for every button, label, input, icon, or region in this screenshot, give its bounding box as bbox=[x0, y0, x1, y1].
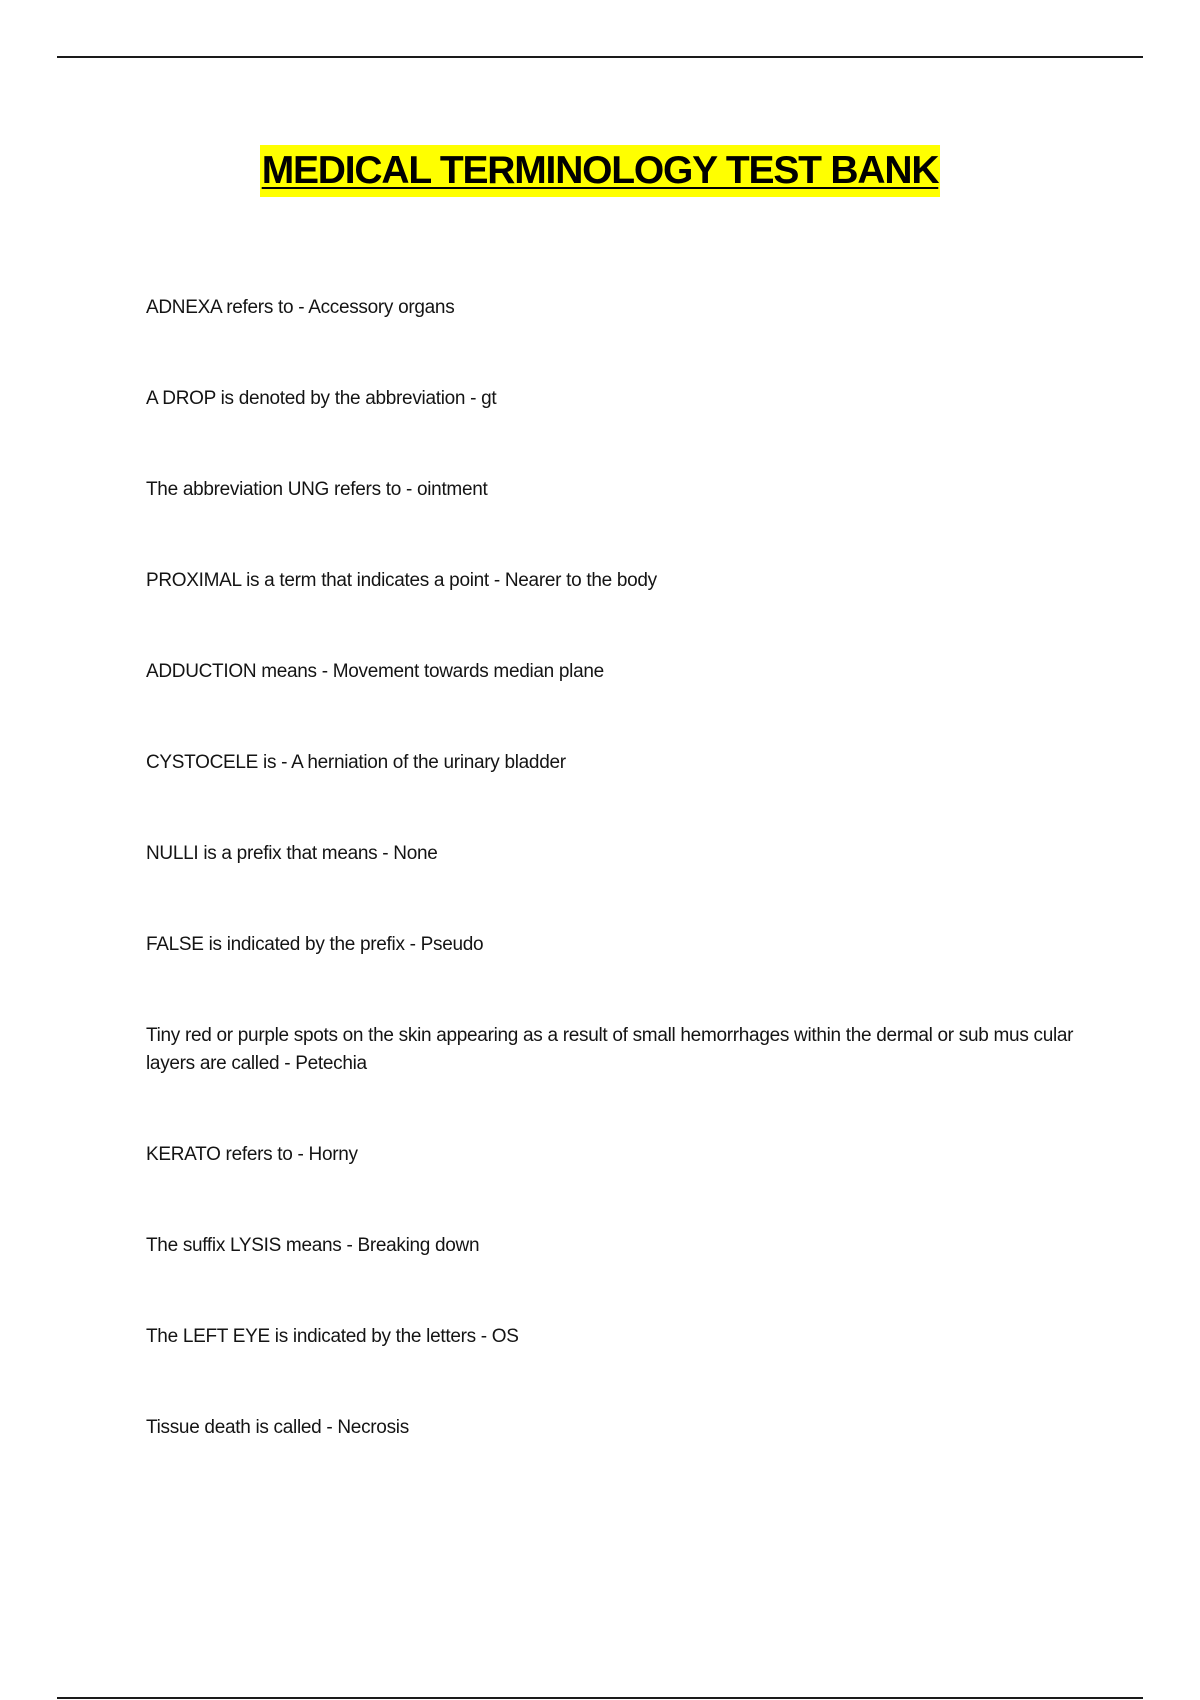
qa-item: NULLI is a prefix that means - None bbox=[146, 843, 438, 864]
qa-item: FALSE is indicated by the prefix - Pseudo bbox=[146, 934, 484, 955]
footer-rule bbox=[57, 1697, 1143, 1699]
qa-item: KERATO refers to - Horny bbox=[146, 1144, 358, 1165]
qa-item: PROXIMAL is a term that indicates a point - Nearer to the body bbox=[146, 570, 657, 591]
document-title: MEDICAL TERMINOLOGY TEST BANK bbox=[260, 145, 941, 197]
qa-item: A DROP is denoted by the abbreviation - gt bbox=[146, 388, 497, 409]
title-container bbox=[0, 145, 1200, 197]
header-rule bbox=[57, 56, 1143, 58]
qa-item: The abbreviation UNG refers to - ointment bbox=[146, 479, 488, 500]
qa-item: CYSTOCELE is - A herniation of the urinary bladder bbox=[146, 752, 566, 773]
qa-item: The suffix LYSIS means - Breaking down bbox=[146, 1235, 480, 1256]
qa-item: The LEFT EYE is indicated by the letters - OS bbox=[146, 1326, 519, 1347]
qa-item: Tissue death is called - Necrosis bbox=[146, 1417, 409, 1438]
qa-item: ADNEXA refers to - Accessory organs bbox=[146, 297, 455, 318]
qa-item: ADDUCTION means - Movement towards median plane bbox=[146, 661, 604, 682]
qa-item: Tiny red or purple spots on the skin appearing as a result of small hemorrhages within the dermal or sub mus cular layers are called - Petechia bbox=[146, 1025, 1074, 1074]
